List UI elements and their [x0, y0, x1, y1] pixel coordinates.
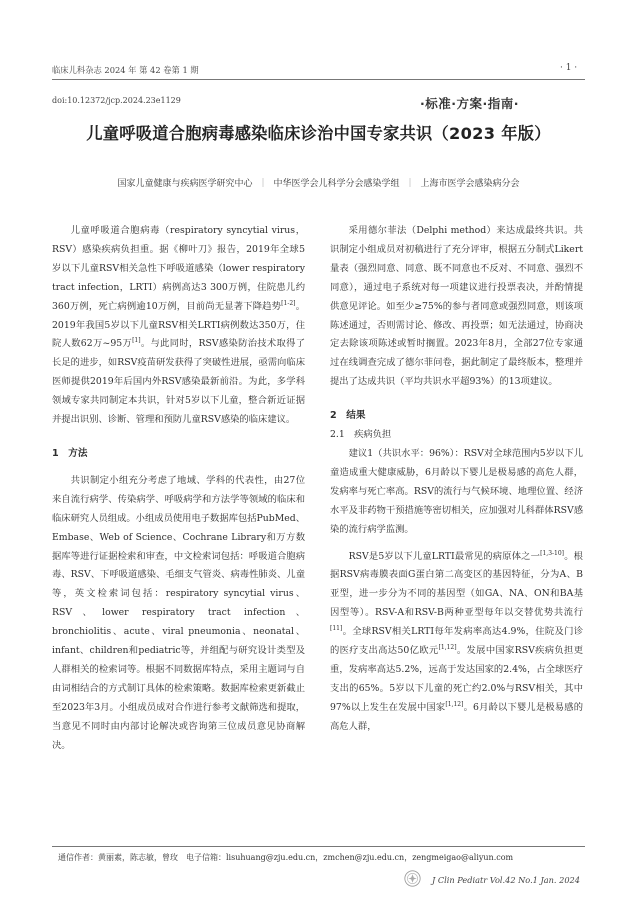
author-list — [0, 176, 637, 189]
citation[interactable]: [11] — [330, 625, 343, 633]
text-run: 。根据RSV病毒膜表面G蛋白第二高变区的基因特征，分为A、B亚型，进一步分为不同的基因型（如GA、NA、ON和BA基因型等）。RSV-A和RSV-B两种亚型每年以交替优势共流行 — [330, 550, 583, 619]
corresponding-author-footnote: 通信作者：黄丽素，陈志敏，曾玫 电子信箱：lisuhuang@zju.edu.cn，zmchen@zju.edu.cn，zengmeigao@aliyun.com — [58, 853, 514, 862]
author-separator: ｜ — [405, 179, 415, 189]
methods-paragraph: 共识制定小组充分考虑了地域、学科的代表性，由27位来自流行病学、传染病学、呼吸病学和方法学等领域的临床和临床研究人员组成。小组成员使用电子数据库包括PubMed、Embase、Web of Science、Cochrane Library和万方数据库等进行证据检索和审查，中文检索词包括：呼吸道合胞病毒、RSV、下呼吸道感染、毛细支气管炎、病毒性肺炎、儿童等，英文检索词包括：respiratory syncytial virus、RSV、lower respiratory tract infection、bronchiolitis、acute、viral pneumonia、neonatal、infant、children和pediatric等，并组配与研究设计类型及人群相关的检索词等。根据不同数据库特点，采用主题词与自由词相结合的方式制订具体的检索策略。数据库检索更新截止至2023年3月。小组成员成对合作进行参考文献筛选和提取，当意见不同时由内部讨论解决或咨询第三位成员意见协商解决。 — [52, 474, 305, 751]
text-run: 儿童呼吸道合胞病毒（respiratory syncytial virus，RSV）感染疾病负担重。据《柳叶刀》报告，2019年全球5岁以下儿童RSV相关急性下呼吸道感染（lower respiratory tract infection，LRTI）病例高达3 300万例，住院患儿约360万例，死亡病例逾10万例，目前尚无显著下降趋势 — [52, 225, 305, 312]
text-run: 。与此同时，RSV感染防治技术取得了长足的进步，如RSV疫苗研发获得了突破性进展，亟需向临床医师提供2019年后国内外RSV感染最新前沿。为此，多学科领域专家共同制定本共识，针对5岁以下儿童，整合新近证据并提出识别、诊断、管理和预防儿童RSV感染的临床建议。 — [52, 338, 305, 426]
citation[interactable]: [1] — [132, 337, 141, 345]
text-run: 。2019年我国5岁以下儿童RSV相关LRTI病例数达350万，住院人数62万~95万 — [52, 300, 305, 350]
delphi-paragraph: 采用德尔菲法（Delphi method）来达成最终共识。共识制定小组成员对初稿进行了充分评审，根据五分制式Likert量表（强烈同意、同意、既不同意也不反对、不同意、强烈不同意），通过电子系统对每一项建议进行投票表决，并酌情提供意见评论。如至少≥75%的参与者同意或强烈同意，则该项陈述通过，否则需讨论、修改、再投票；如无法通过，协商决定去除该项陈述或暂时搁置。2023年8月，全部27位专家通过在线调查完成了德尔菲问卷，据此制定了最终版本，整理并提出了达成共识（平均共识水平超93%）的13项建议。 — [330, 225, 583, 388]
text-run: RSV是5岁以下儿童LRTI最常见的病原体之一 — [348, 550, 541, 562]
journal-issue: 临床儿科杂志 2024 年 第 42 卷第 1 期 — [52, 65, 199, 75]
author-affiliation: 上海市医学会感染病分会 — [420, 179, 520, 189]
journal-seal-icon — [404, 870, 421, 887]
text-run: 。全球RSV相关LRTI每年发病率高达4.9%，住院及门诊的医疗支出高达50亿欧元 — [330, 626, 583, 657]
author-affiliation: 国家儿童健康与疾病医学研究中心 — [117, 179, 253, 189]
section-heading-methods: 1 方法 — [52, 447, 88, 459]
footer-journal-citation: J Clin Pediatr Vol.42 No.1 Jan. 2024 — [432, 875, 580, 885]
article-title: 儿童呼吸道合胞病毒感染临床诊治中国专家共识（2023 年版） — [86, 124, 551, 143]
header-divider — [52, 79, 585, 80]
text-run: 。发展中国家RSV疾病负担更重，发病率高达5.2%，远高于发达国家的2.4%，占全球医疗支出的65%。5岁以下儿童的死亡约2.0%与RSV相关，其中97%以上发生在发展中国家 — [330, 645, 583, 713]
citation[interactable]: [1,3-10] — [540, 549, 565, 557]
text-run: 。6月龄以下婴儿是极易感的高危人群， — [330, 701, 583, 732]
citation[interactable]: [1,12] — [438, 643, 457, 651]
citation[interactable]: [1-2] — [281, 299, 296, 307]
right-column — [330, 222, 583, 737]
left-column — [52, 222, 305, 755]
recommendation-1: 建议1（共识水平：96%）：RSV对全球范围内5岁以下儿童造成重大健康威胁，6月龄以下婴儿是极易感的高危人群，发病率与死亡率高。RSV的流行与气候环境、地理位置、经济水平及非药物干预措施等密切相关，应加强对儿科群体RSV感染的流行病学监测。 — [330, 447, 583, 535]
page-number: · 1 · — [560, 63, 578, 73]
section-heading-results: 2 结果 — [330, 410, 366, 422]
citation[interactable]: [1,12] — [445, 700, 464, 708]
intro-paragraph — [52, 222, 305, 430]
subsection-heading-burden: 2.1 疾病负担 — [330, 429, 392, 441]
author-separator: ｜ — [258, 179, 268, 189]
doi[interactable]: doi:10.12372/jcp.2024.23e1129 — [52, 96, 181, 105]
footnote-divider — [52, 846, 585, 847]
author-affiliation: 中华医学会儿科学分会感染学组 — [273, 179, 400, 189]
burden-paragraph — [330, 548, 583, 737]
column-tag: ·标准·方案·指南· — [420, 96, 519, 111]
